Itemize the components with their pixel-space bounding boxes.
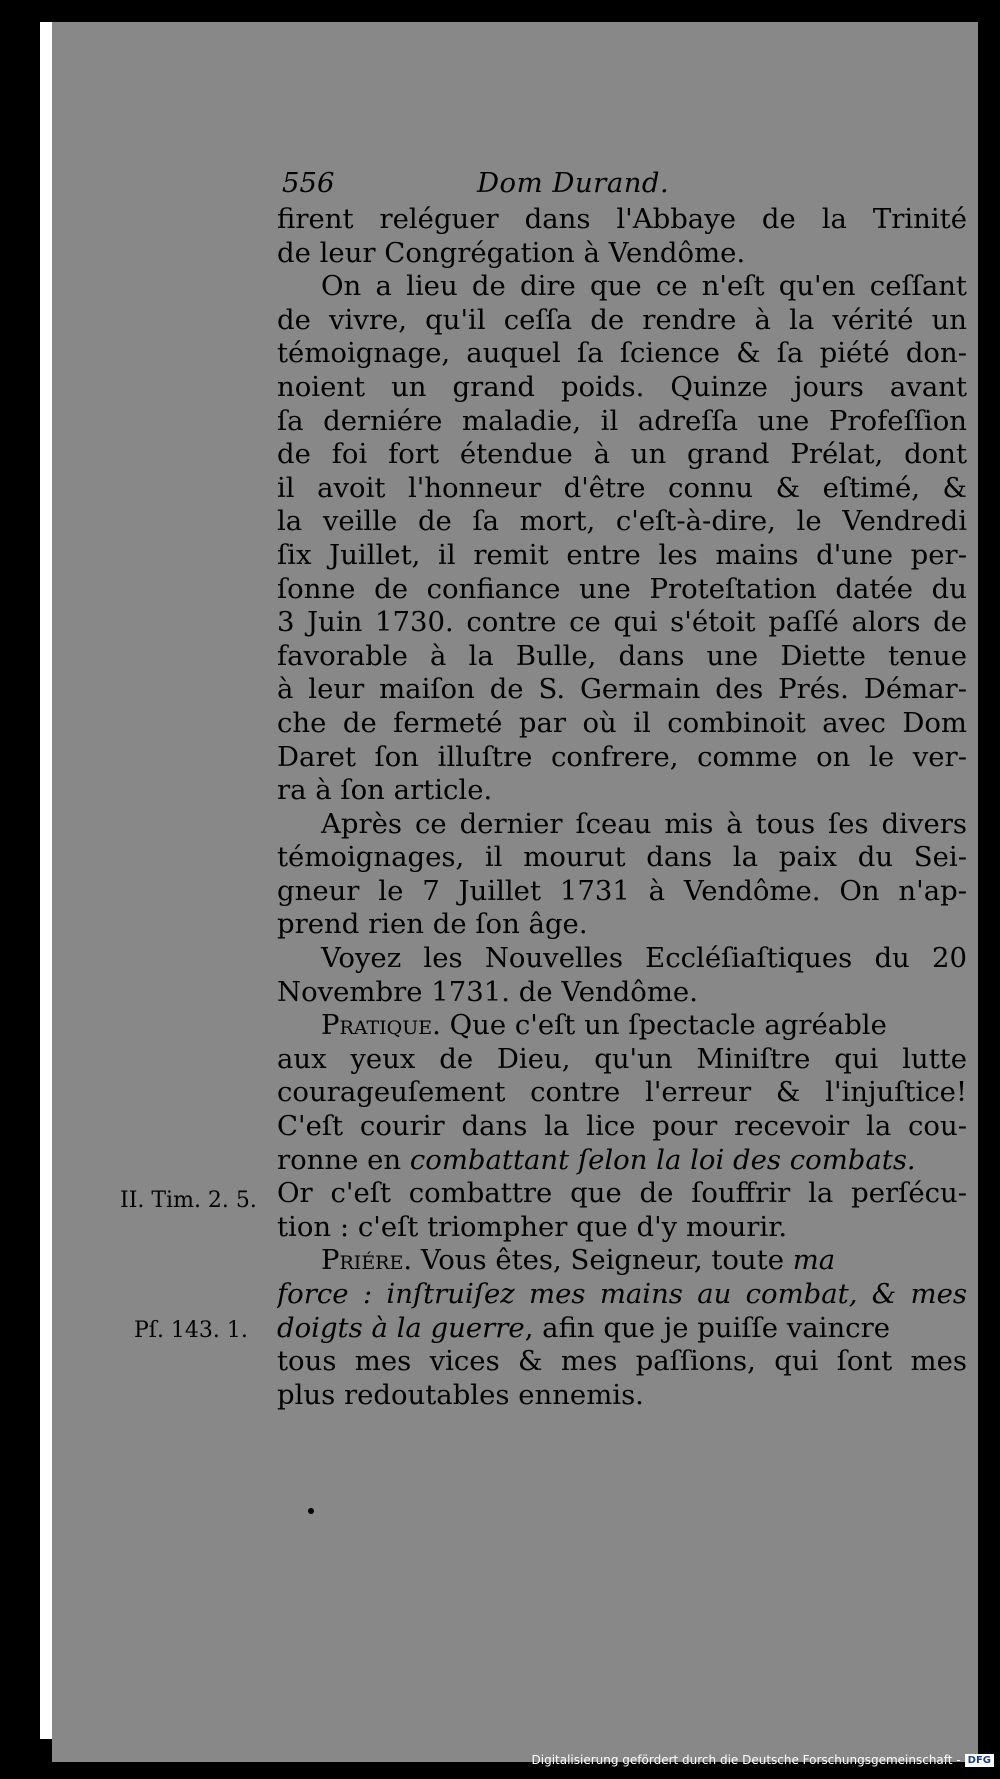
text-line: témoignages, il mourut dans la paix du Sei- (277, 841, 967, 874)
scan-border-top (0, 0, 1000, 22)
text-line: Or c'eſt combattre que de ſouffrir la perſécu- (277, 1177, 967, 1210)
text-line: il avoit l'honneur d'être connu & eſtimé, & (277, 471, 967, 504)
text-line: ſa derniére maladie, il adreſſa une Profeſſion (277, 404, 967, 437)
text-line: plus redoutables ennemis. (277, 1378, 644, 1411)
text-line-pratique (277, 1009, 967, 1043)
book-page (52, 22, 978, 1762)
text-line: de vivre, qu'il ceſſa de rendre à la vérité un (277, 303, 967, 336)
text-line: de foi fort étendue à un grand Prélat, dont (277, 438, 967, 471)
text-line: che de fermeté par où il combinoit avec Dom (277, 706, 967, 739)
text-line: gneur le 7 Juillet 1731 à Vendôme. On n'ap- (277, 874, 967, 907)
text-line-priere (277, 1244, 967, 1278)
text-line: Daret ſon illuſtre confrere, comme on le ver- (277, 740, 967, 773)
text-line: C'eſt courir dans la lice pour recevoir la cou- (277, 1110, 967, 1143)
text-run: Vous êtes, Seigneur, toute (420, 1244, 784, 1277)
running-head (277, 167, 967, 203)
text-line: noient un grand poids. Quinze jours avant (277, 370, 967, 403)
text-line: favorable à la Bulle, dans une Diette tenue (277, 639, 967, 672)
text-line: ra à ſon article. (277, 774, 493, 807)
text-line: à leur maiſon de S. Germain des Prés. Démar- (277, 673, 967, 706)
text-line: firent reléguer dans l'Abbaye de la Trinité (277, 203, 967, 235)
scan-border-right (978, 0, 1000, 1779)
text-line: aux yeux de Dieu, qu'un Miniſtre qui lutte (277, 1042, 967, 1075)
digitization-credit (532, 1753, 995, 1767)
text-run: Que c'eſt un ſpectacle agréable (449, 1009, 887, 1042)
margin-reference-timothy: II. Tim. 2. 5. (120, 1188, 257, 1213)
text-line: 3 Juin 1730. contre ce qui s'étoit paſſé alors de (277, 606, 967, 639)
text-run: ronne en (277, 1143, 402, 1176)
text-line: de leur Congrégation à Vendôme. (277, 236, 746, 269)
scan-border-left (0, 0, 40, 1779)
text-line-mixed (277, 1144, 967, 1178)
ink-speck (308, 1508, 314, 1514)
text-run: , afin que je puiſſe vaincre (524, 1311, 890, 1344)
priere-label: Priére. (321, 1244, 413, 1277)
text-line: force : inſtruiſez mes mains au combat, & mes (277, 1278, 967, 1310)
margin-reference-psalm: Pſ. 143. 1. (134, 1318, 248, 1343)
text-line: ſix Juillet, il remit entre les mains d'une per- (277, 538, 967, 571)
text-line: tous mes vices & mes paſſions, qui ſont mes (277, 1345, 967, 1378)
text-line: tion : c'eſt triompher que d'y mourir. (277, 1210, 788, 1243)
dfg-logo: DFG (965, 1754, 994, 1767)
page-body (277, 167, 967, 1412)
italic-quote: ma (792, 1244, 836, 1277)
text-line: ſonne de confiance une Proteſtation datée du (277, 572, 967, 605)
text-line: courageuſement contre l'erreur & l'injuſtice! (277, 1076, 967, 1109)
text-line: prend rien de ſon âge. (277, 908, 588, 941)
italic-quote: doigts à la guerre (277, 1311, 525, 1344)
text-line: On a lieu de dire que ce n'eſt qu'en ceſſant (321, 270, 967, 303)
text-line: témoignage, auquel ſa ſcience & ſa piété don- (277, 337, 967, 370)
text-line: Voyez les Nouvelles Eccléſiaſtiques du 20 (321, 942, 967, 975)
running-head-title: Dom Durand. (477, 167, 670, 199)
italic-quote: combattant ſelon la loi des combats. (409, 1143, 916, 1176)
pratique-label: Pratique. (321, 1009, 441, 1042)
text-line: la veille de ſa mort, c'eſt-à-dire, le Vendredi (277, 505, 967, 538)
page-number: 556 (282, 167, 335, 199)
text-line: Novembre 1731. de Vendôme. (277, 975, 698, 1008)
text-line: Après ce dernier ſceau mis à tous ſes divers (321, 807, 967, 840)
credit-text: Digitalisierung gefördert durch die Deutsche Forschungsgemeinschaft - (531, 1753, 961, 1767)
text-line-mixed (277, 1312, 967, 1346)
